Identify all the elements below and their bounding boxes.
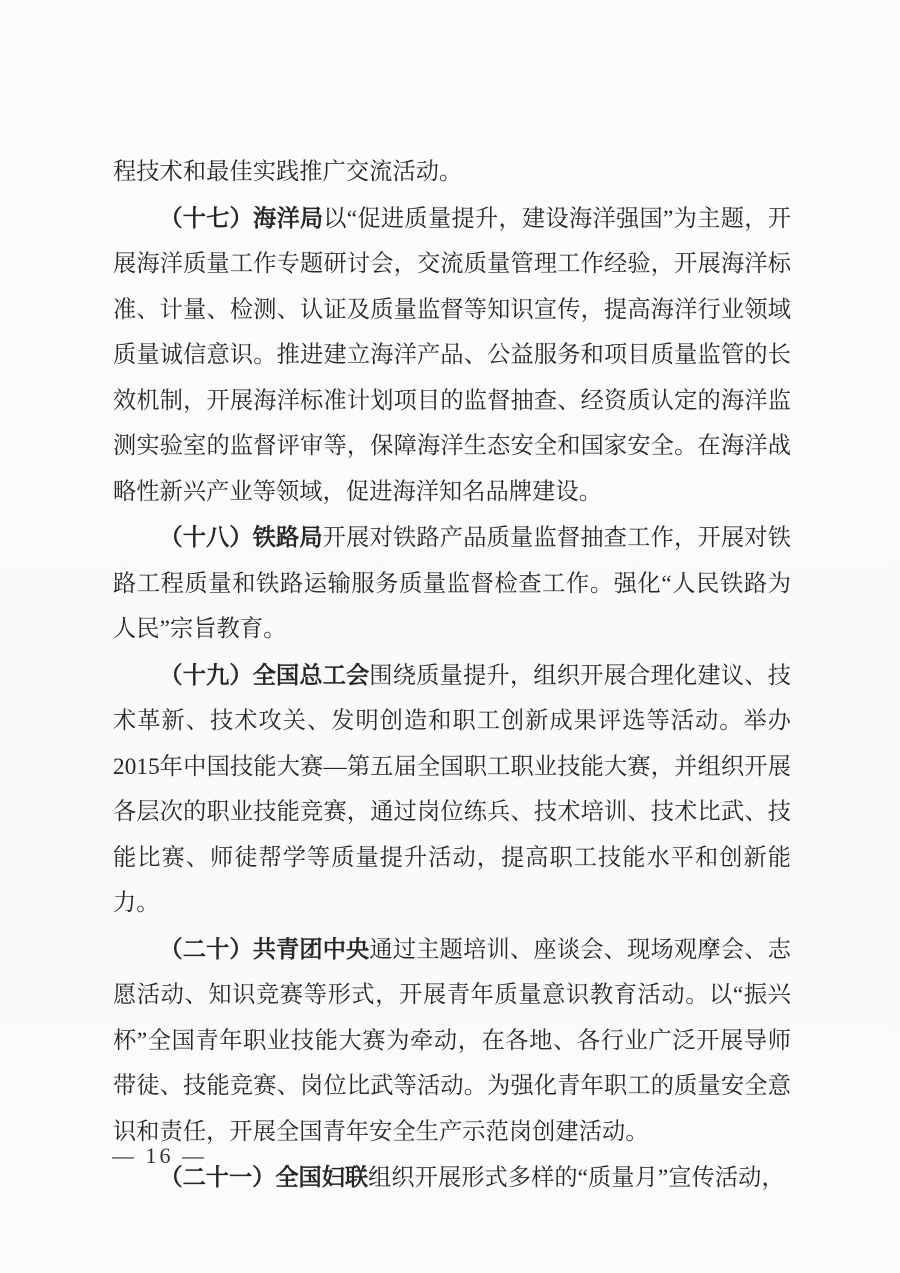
paragraph <box>113 927 791 1156</box>
section-heading: （二十）共青团中央 <box>159 935 370 962</box>
paragraph-text: 以“促进质量提升，建设海洋强国”为主题，开展海洋质量工作专题研讨会，交流质量管理工作经验，开展海洋标准、计量、检测、认证及质量监督等知识宣传，提高海洋行业领域质量诚信意识。推进建立海洋产品、公益服务和项目质量监管的长效机制，开展海洋标准计划项目的监督抽查、经资质认定的海洋监测实验室的监督评审等，保障海洋生态安全和国家安全。在海洋战略性新兴产业等领域，促进海洋知名品牌建设。 <box>113 205 792 505</box>
section-heading: （十七）海洋局 <box>159 204 324 231</box>
section-heading: （十九）全国总工会 <box>159 661 370 688</box>
paragraph <box>113 150 791 196</box>
paragraph-text: 开展对铁路产品质量监督抽查工作，开展对铁路工程质量和铁路运输服务质量监督检查工作。强化“人民铁路为人民”宗旨教育。 <box>113 525 792 642</box>
paragraph-text: 围绕质量提升，组织开展合理化建议、技术革新、技术攻关、发明创造和职工创新成果评选等活动。举办2015年中国技能大赛—第五届全国职工职业技能大赛，并组织开展各层次的职业技能竞赛，通过岗位练兵、技术培训、技术比武、技能比赛、师徒帮学等质量提升活动，提高职工技能水平和创新能力。 <box>113 662 791 916</box>
paragraph <box>113 1155 791 1202</box>
section-heading: （十八）铁路局 <box>159 524 323 550</box>
section-heading: （二十一）全国妇联 <box>159 1164 369 1190</box>
paragraph-text: 程技术和最佳实践推广交流活动。 <box>113 159 463 185</box>
paragraph <box>113 653 791 927</box>
paragraph-text: 通过主题培训、座谈会、现场观摩会、志愿活动、知识竞赛等形式，开展青年质量意识教育活动。以“振兴杯”全国青年职业技能大赛为牵动，在各地、各行业广泛开展导师带徒、技能竞赛、岗位比武等活动。为强化青年职工的质量安全意识和责任，开展全国青年安全生产示范岗创建活动。 <box>113 936 791 1145</box>
paragraph-text: 组织开展形式多样的“质量月”宣传活动， <box>368 1165 785 1191</box>
document-body <box>113 150 791 1202</box>
page-number: — 16 — <box>112 1143 207 1168</box>
paragraph <box>113 515 791 653</box>
paragraph <box>113 196 791 516</box>
